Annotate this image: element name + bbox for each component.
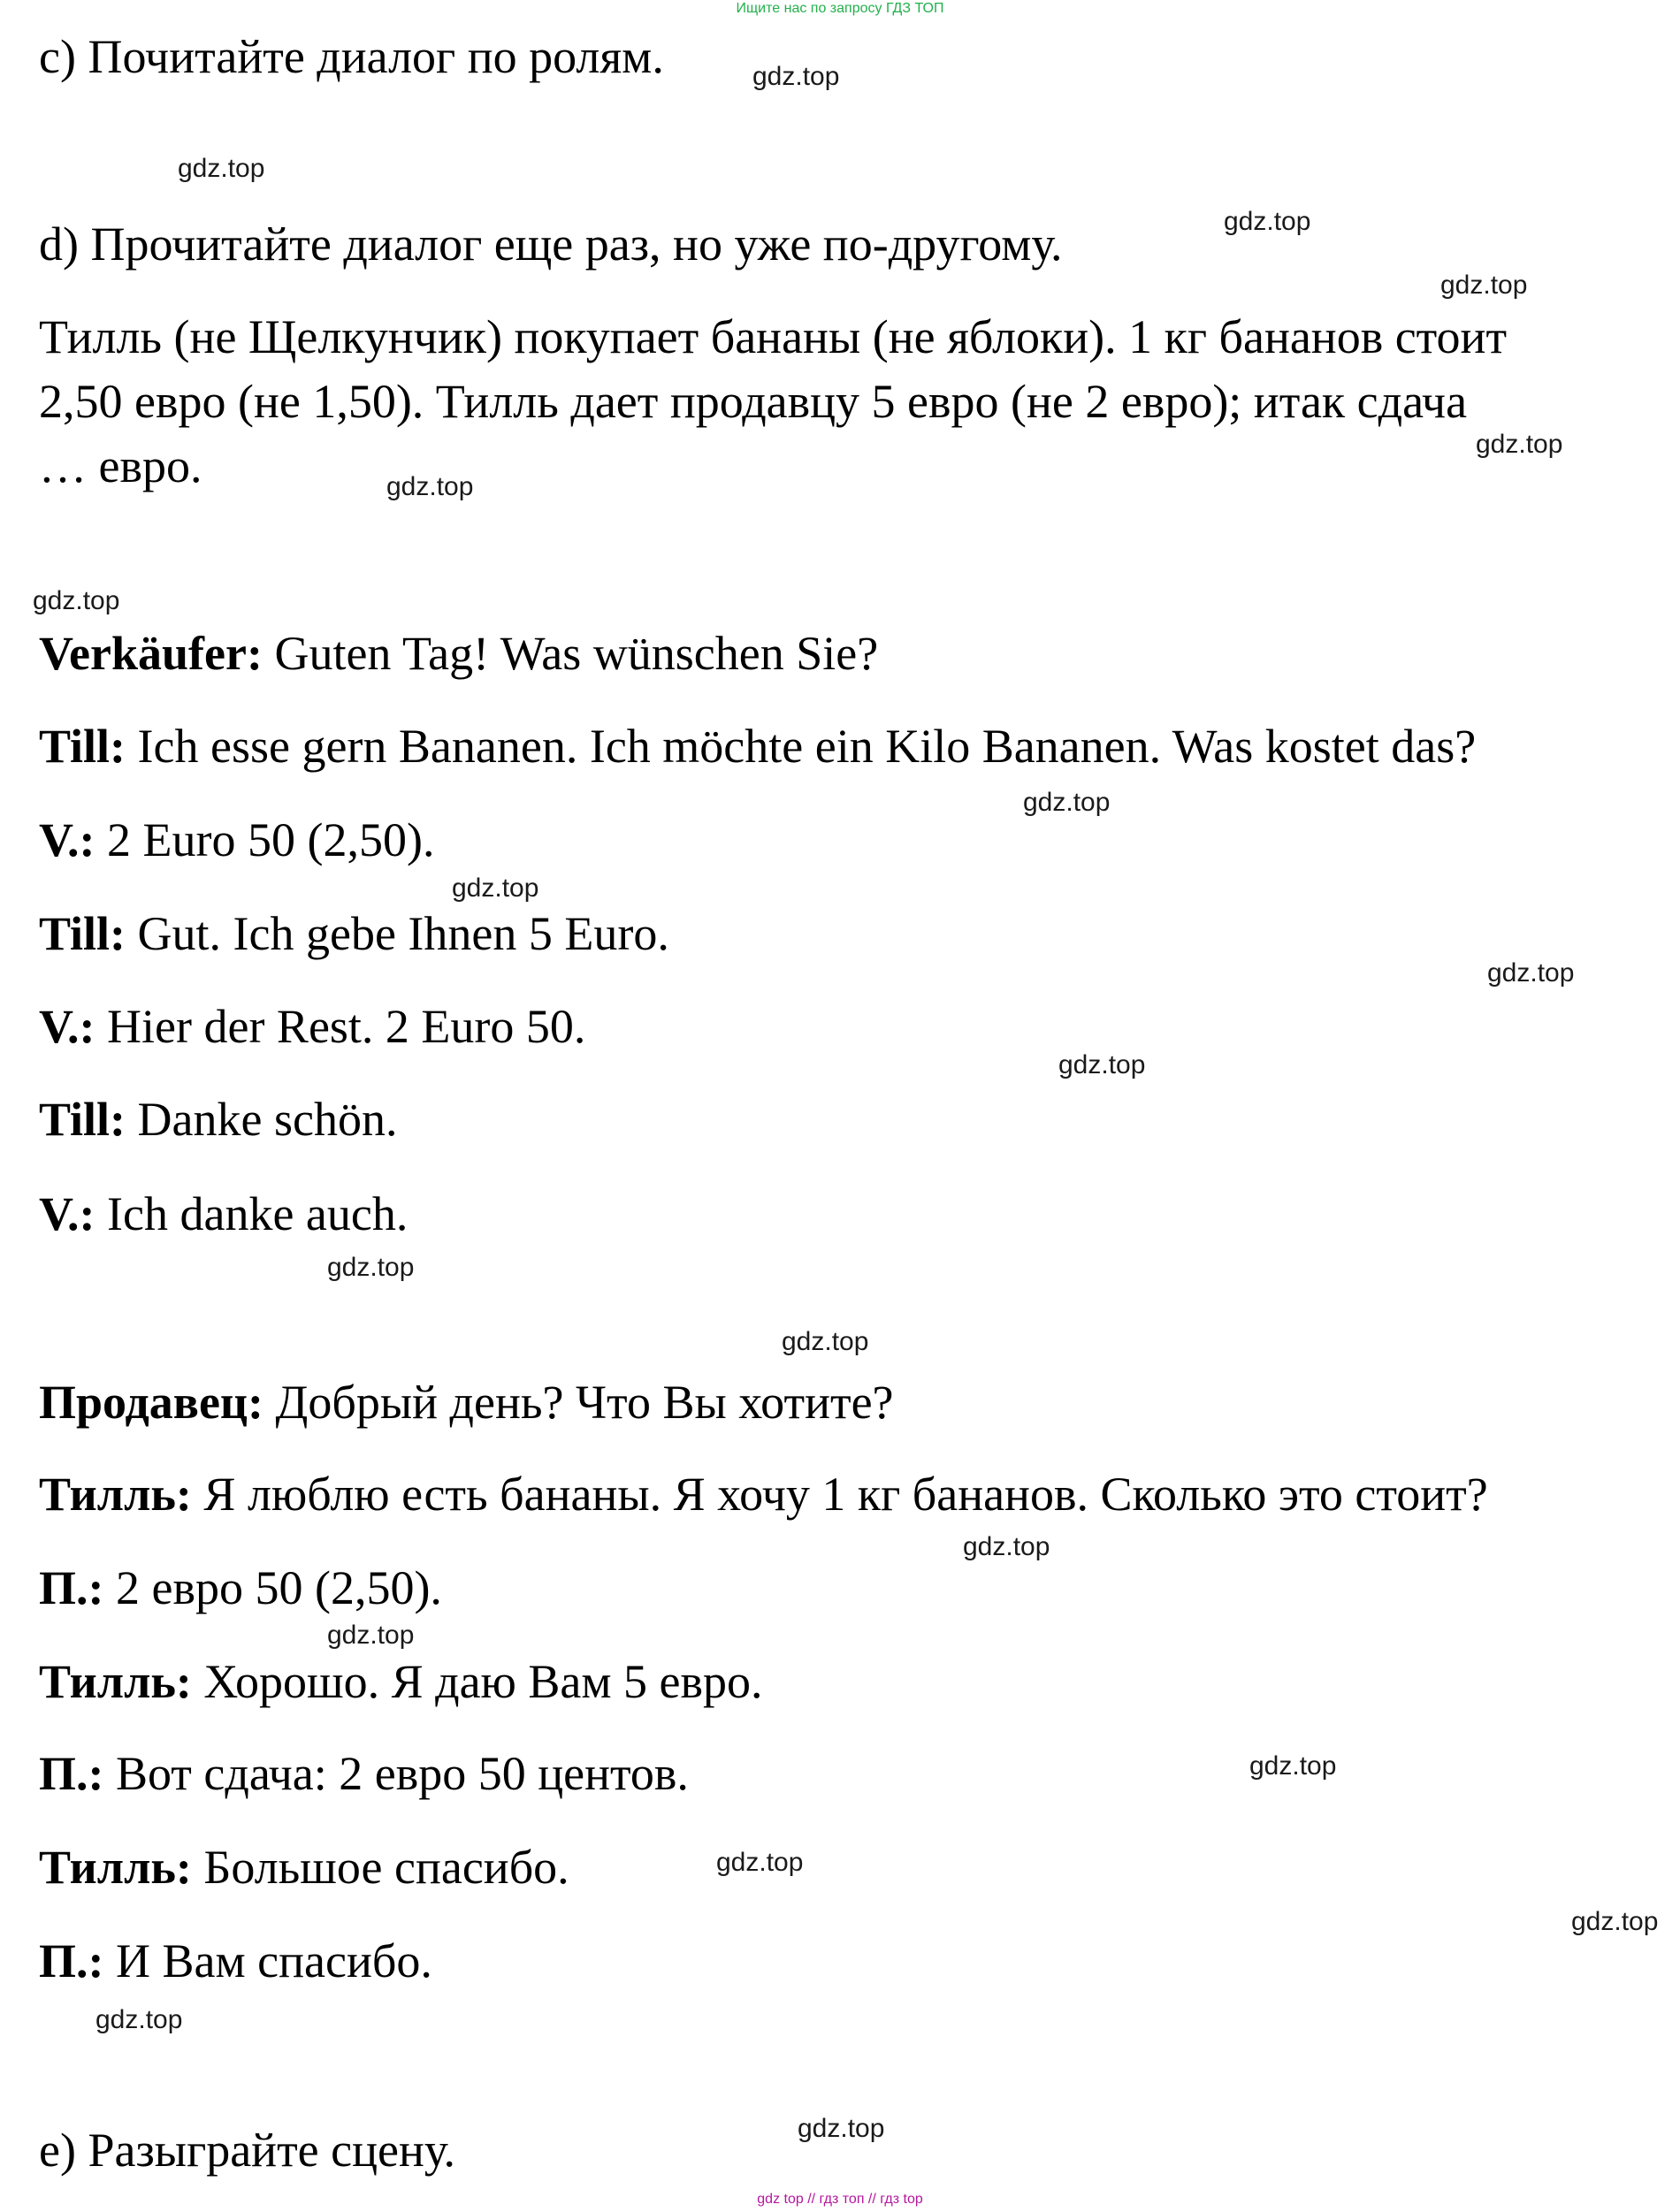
speaker-label: Till: bbox=[39, 907, 126, 960]
dialog-text: 2 евро 50 (2,50). bbox=[103, 1561, 442, 1614]
instruction-c: c) Почитайте диалог по ролям. bbox=[39, 30, 664, 83]
speaker-label: Тилль: bbox=[39, 1841, 192, 1894]
watermark: gdz.top bbox=[1058, 1050, 1146, 1079]
dialog-text: Большое спасибо. bbox=[191, 1841, 569, 1894]
watermark: gdz.top bbox=[798, 2114, 885, 2143]
dialog-text: 2 Euro 50 (2,50). bbox=[95, 813, 435, 866]
top-banner: Ищите нас по запросу ГДЗ ТОП bbox=[736, 1, 944, 16]
speaker-label: Till: bbox=[39, 1093, 126, 1146]
watermark: gdz.top bbox=[1023, 788, 1111, 817]
dialog-text: Я люблю есть бананы. Я хочу 1 кг бананов. Сколько это стоит? bbox=[191, 1468, 1488, 1521]
dialog-text: Danke schön. bbox=[126, 1093, 398, 1146]
dialog-line bbox=[39, 1370, 894, 1434]
dialog-line bbox=[39, 902, 669, 965]
dialog-line bbox=[39, 1462, 1488, 1526]
task-text-line-3: … евро. bbox=[39, 439, 202, 492]
dialog-text: Hier der Rest. 2 Euro 50. bbox=[95, 1000, 586, 1053]
dialog-text: Gut. Ich gebe Ihnen 5 Euro. bbox=[126, 907, 669, 960]
speaker-label: П.: bbox=[39, 1934, 104, 1987]
dialog-text: Guten Tag! Was wünschen Sie? bbox=[262, 627, 879, 680]
watermark: gdz.top bbox=[1440, 271, 1528, 300]
watermark: gdz.top bbox=[1249, 1751, 1337, 1781]
dialog-line bbox=[39, 808, 434, 872]
watermark: gdz.top bbox=[716, 1848, 804, 1877]
dialog-line bbox=[39, 1835, 569, 1899]
watermark: gdz.top bbox=[327, 1253, 415, 1282]
dialog-line bbox=[39, 714, 1476, 778]
dialog-line bbox=[39, 1087, 397, 1151]
dialog-line bbox=[39, 1182, 408, 1246]
dialog-text: Ich danke auch. bbox=[95, 1187, 409, 1240]
speaker-label: П.: bbox=[39, 1561, 104, 1614]
instruction-d: d) Прочитайте диалог еще раз, но уже по-другому. bbox=[39, 217, 1063, 271]
watermark: gdz.top bbox=[1487, 958, 1575, 988]
speaker-label: V.: bbox=[39, 813, 95, 866]
watermark: gdz.top bbox=[752, 62, 840, 91]
dialog-line bbox=[39, 622, 878, 685]
watermark: gdz.top bbox=[33, 586, 120, 615]
dialog-text: Хорошо. Я даю Вам 5 евро. bbox=[191, 1655, 763, 1708]
dialog-line bbox=[39, 1556, 442, 1620]
speaker-label: Тилль: bbox=[39, 1468, 192, 1521]
watermark: gdz.top bbox=[1224, 207, 1311, 236]
speaker-label: Till: bbox=[39, 720, 126, 773]
speaker-label: Продавец: bbox=[39, 1376, 264, 1429]
watermark: gdz.top bbox=[327, 1621, 415, 1650]
watermark: gdz.top bbox=[782, 1327, 869, 1356]
speaker-label: Тилль: bbox=[39, 1655, 192, 1708]
watermark: gdz.top bbox=[178, 154, 265, 183]
dialog-text: Ich esse gern Bananen. Ich möchte ein Kilo Bananen. Was kostet das? bbox=[126, 720, 1477, 773]
dialog-line bbox=[39, 1650, 763, 1713]
speaker-label: V.: bbox=[39, 1000, 95, 1053]
dialog-line bbox=[39, 1929, 432, 1993]
dialog-text: И Вам спасибо. bbox=[103, 1934, 432, 1987]
speaker-label: Verkäufer: bbox=[39, 627, 263, 680]
dialog-line bbox=[39, 995, 585, 1058]
watermark: gdz.top bbox=[1476, 430, 1563, 459]
watermark: gdz.top bbox=[452, 873, 539, 903]
dialog-text: Добрый день? Что Вы хотите? bbox=[263, 1376, 894, 1429]
dialog-text: Вот сдача: 2 евро 50 центов. bbox=[103, 1747, 689, 1800]
watermark: gdz.top bbox=[95, 2005, 183, 2034]
speaker-label: П.: bbox=[39, 1747, 104, 1800]
dialog-line bbox=[39, 1742, 689, 1805]
watermark: gdz.top bbox=[386, 472, 474, 501]
speaker-label: V.: bbox=[39, 1187, 95, 1240]
task-text-line-1: Тилль (не Щелкунчик) покупает бананы (не яблоки). 1 кг бананов стоит bbox=[39, 310, 1508, 363]
bottom-banner: gdz top // гдз топ // гдз top bbox=[757, 2192, 923, 2207]
task-text-line-2: 2,50 евро (не 1,50). Тилль дает продавцу 5 евро (не 2 евро); итак сдача bbox=[39, 375, 1468, 428]
watermark: gdz.top bbox=[1571, 1907, 1659, 1936]
watermark: gdz.top bbox=[963, 1532, 1050, 1561]
instruction-e: e) Разыграйте сцену. bbox=[39, 2124, 455, 2177]
